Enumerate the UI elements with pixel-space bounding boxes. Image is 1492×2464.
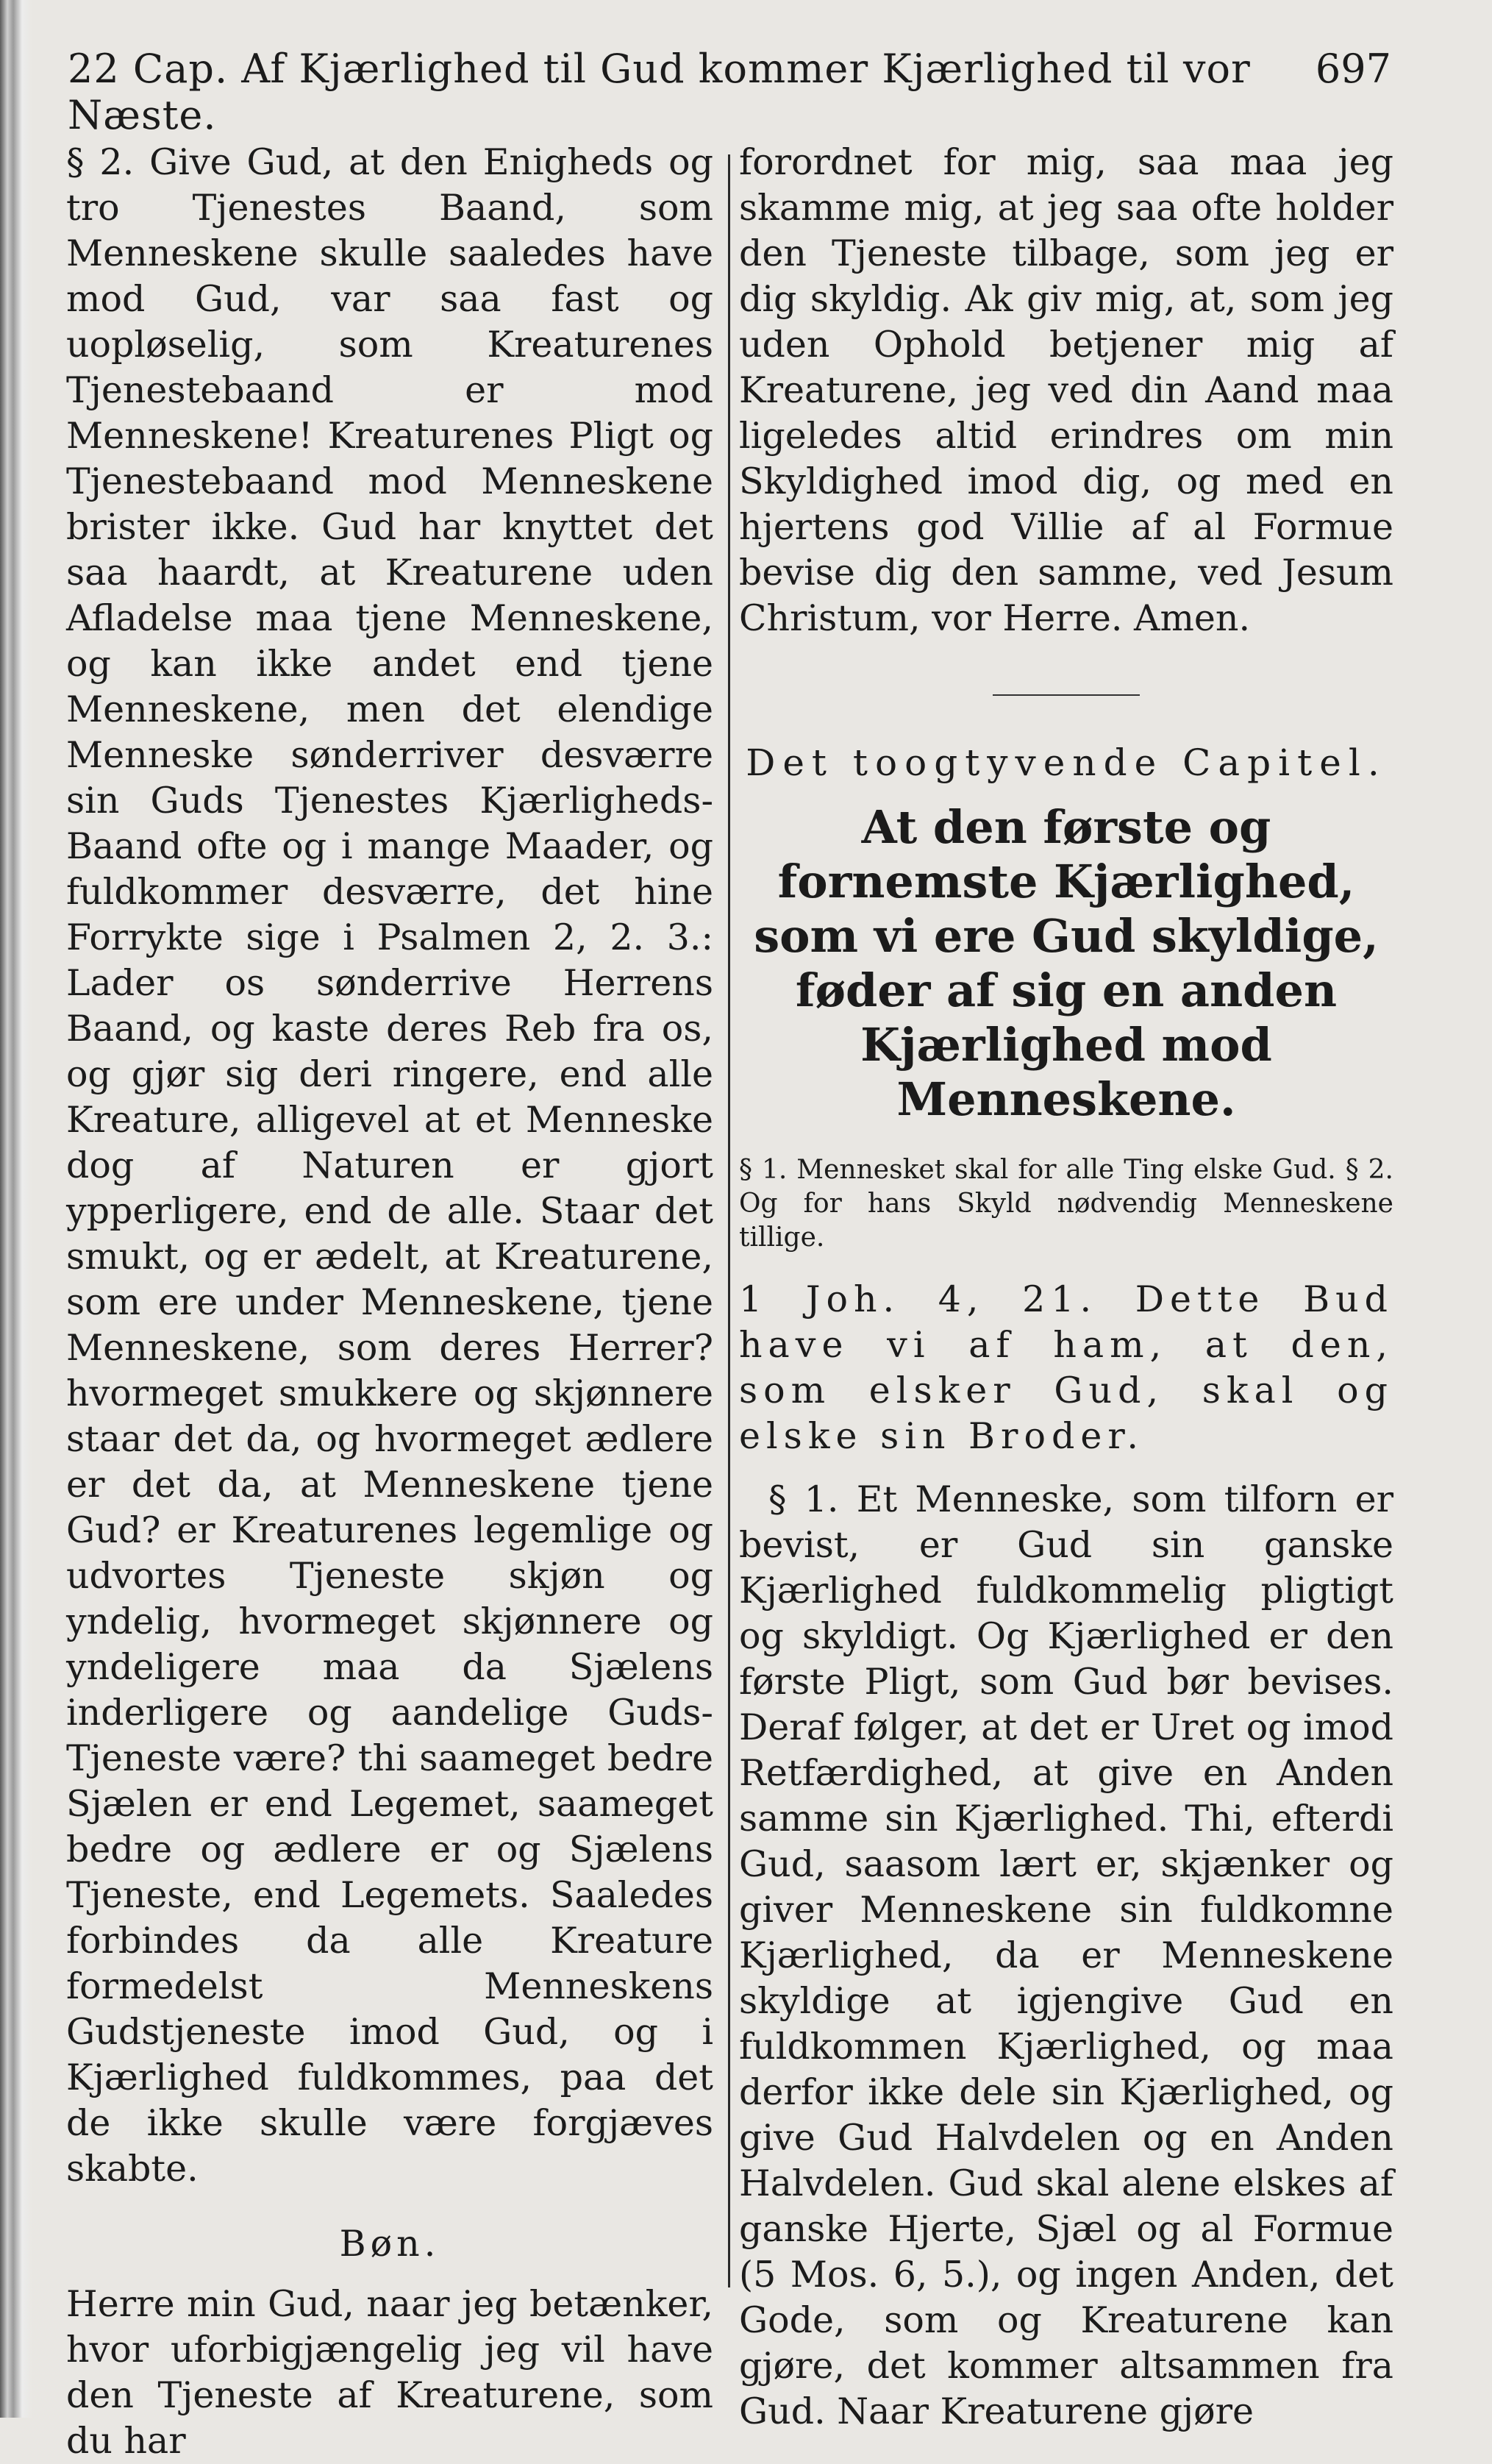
prayer-text-start: Herre min Gud, naar jeg betænker, hvor uforbigjængelig jeg vil have den Tjeneste af Kreaturene, som du har bbox=[66, 2283, 713, 2462]
running-head: 22 Cap. Af Kjærlighed til Gud kommer Kjærlighed til vor Næste. bbox=[68, 46, 1251, 138]
chapter-title: At den første og fornemste Kjærlighed, som vi ere Gud skyldige, føder af sig en anden Kjærlighed mod Menneskene. bbox=[754, 800, 1379, 1126]
chapter-summary: § 1. Mennesket skal for alle Ting elske Gud. § 2. Og for hans Skyld nødvendig Menneskene tillige. bbox=[739, 1155, 1393, 1253]
section-paragraph-2: § 2. Give Gud, at den Enigheds og tro Tjenestes Baand, som Menneskene skulle saaledes have mod Gud, var saa fast og uopløselig, som Kreaturenes Tjenestebaand er mod Menneskene! Kreaturenes Pligt og Tjenestebaand mod Menneskene brister ikke. Gud har knyttet det saa haardt, at Kreaturene uden Afladelse maa tjene Menneskene, og kan ikke andet end tjene Menneskene, men det elendige Menneske sønderriver desværre sin Guds Tjenestes Kjærligheds-Baand ofte og i mange Maader, og fuldkommer desværre, det hine Forrykte sige i Psalmen 2, 2. 3.: Lader os sønderrive Herrens Baand, og kaste deres Reb fra os, og gjør sig deri ringere, end alle Kreature, alligevel at et Menneske dog af Naturen er gjort ypperligere, end de alle. Staar det smukt, og er ædelt, at Kreaturene, som ere under Menneskene, tjene Menneskene, som deres Herrer? hvormeget smukkere og skjønnere staar det da, og hvormeget ædlere er det da, at Menneskene tjene Gud? er Kreaturenes legemlige og udvortes Tjeneste skjøn og yndelig, hvormeget skjønnere og yndeligere maa da Sjælens inderligere og aandelige Guds-Tjeneste være? thi saameget bedre Sjælen er end Legemet, saameget bedre og ædlere er og Sjælens Tjeneste, end Legemets. Saaledes forbindes da alle Kreature formedelst Menneskens Gudstjeneste imod Gud, og i Kjærlighed fuldkommes, paa det de ikke skulle være forgjæves skabte. bbox=[66, 141, 713, 2190]
page-number: 697 bbox=[1315, 46, 1391, 92]
right-column bbox=[739, 140, 1393, 2435]
section-paragraph-1: § 1. Et Menneske, som tilforn er bevist, er Gud sin ganske Kjærlighed fuldkommelig pligtigt og skyldigt. Og Kjærlighed er den første Pligt, som Gud bør bevises. Deraf følger, at det er Uret og imod Retfærdighed, at give en Anden samme sin Kjærlighed. Thi, efterdi Gud, saasom lært er, skjænker og giver Menneskene sin fuldkomne Kjærlighed, da er Menneskene skyldige at igjengive Gud en fuldkommen Kjærlighed, og maa derfor ikke dele sin Kjærlighed, og give Gud Halvdelen og en Anden Halvdelen. Gud skal alene elskes af ganske Hjerte, Sjæl og al Formue (5 Mos. 6, 5.), og ingen Anden, det Gode, som og Kreaturene kan gjøre, det kommer altsammen fra Gud. Naar Kreaturene gjøre bbox=[739, 1478, 1393, 2432]
book-page bbox=[44, 29, 1471, 2462]
chapter-label: Det toogtyvende Capitel. bbox=[746, 741, 1387, 784]
prayer-heading: Bøn. bbox=[339, 2223, 440, 2265]
scripture-quote: 1 Joh. 4, 21. Dette Bud have vi af ham, at den, som elsker Gud, skal og elske sin Broder. bbox=[739, 1278, 1393, 1457]
left-column bbox=[66, 140, 713, 2464]
page-header bbox=[68, 46, 1391, 138]
prayer-text-end: forordnet for mig, saa maa jeg skamme mig, at jeg saa ofte holder den Tjeneste tilbage, som jeg er dig skyldig. Ak giv mig, at, som jeg uden Ophold betjener mig af Kreaturene, jeg ved din Aand maa ligeledes altid erindres om min Skyldighed imod dig, og med en hjertens god Villie af al Formue bevise dig den samme, ved Jesum Christum, vor Herre. Amen. bbox=[739, 141, 1393, 639]
book-binding-edge bbox=[0, 0, 32, 2418]
column-divider bbox=[728, 154, 730, 2287]
section-separator bbox=[993, 694, 1140, 696]
